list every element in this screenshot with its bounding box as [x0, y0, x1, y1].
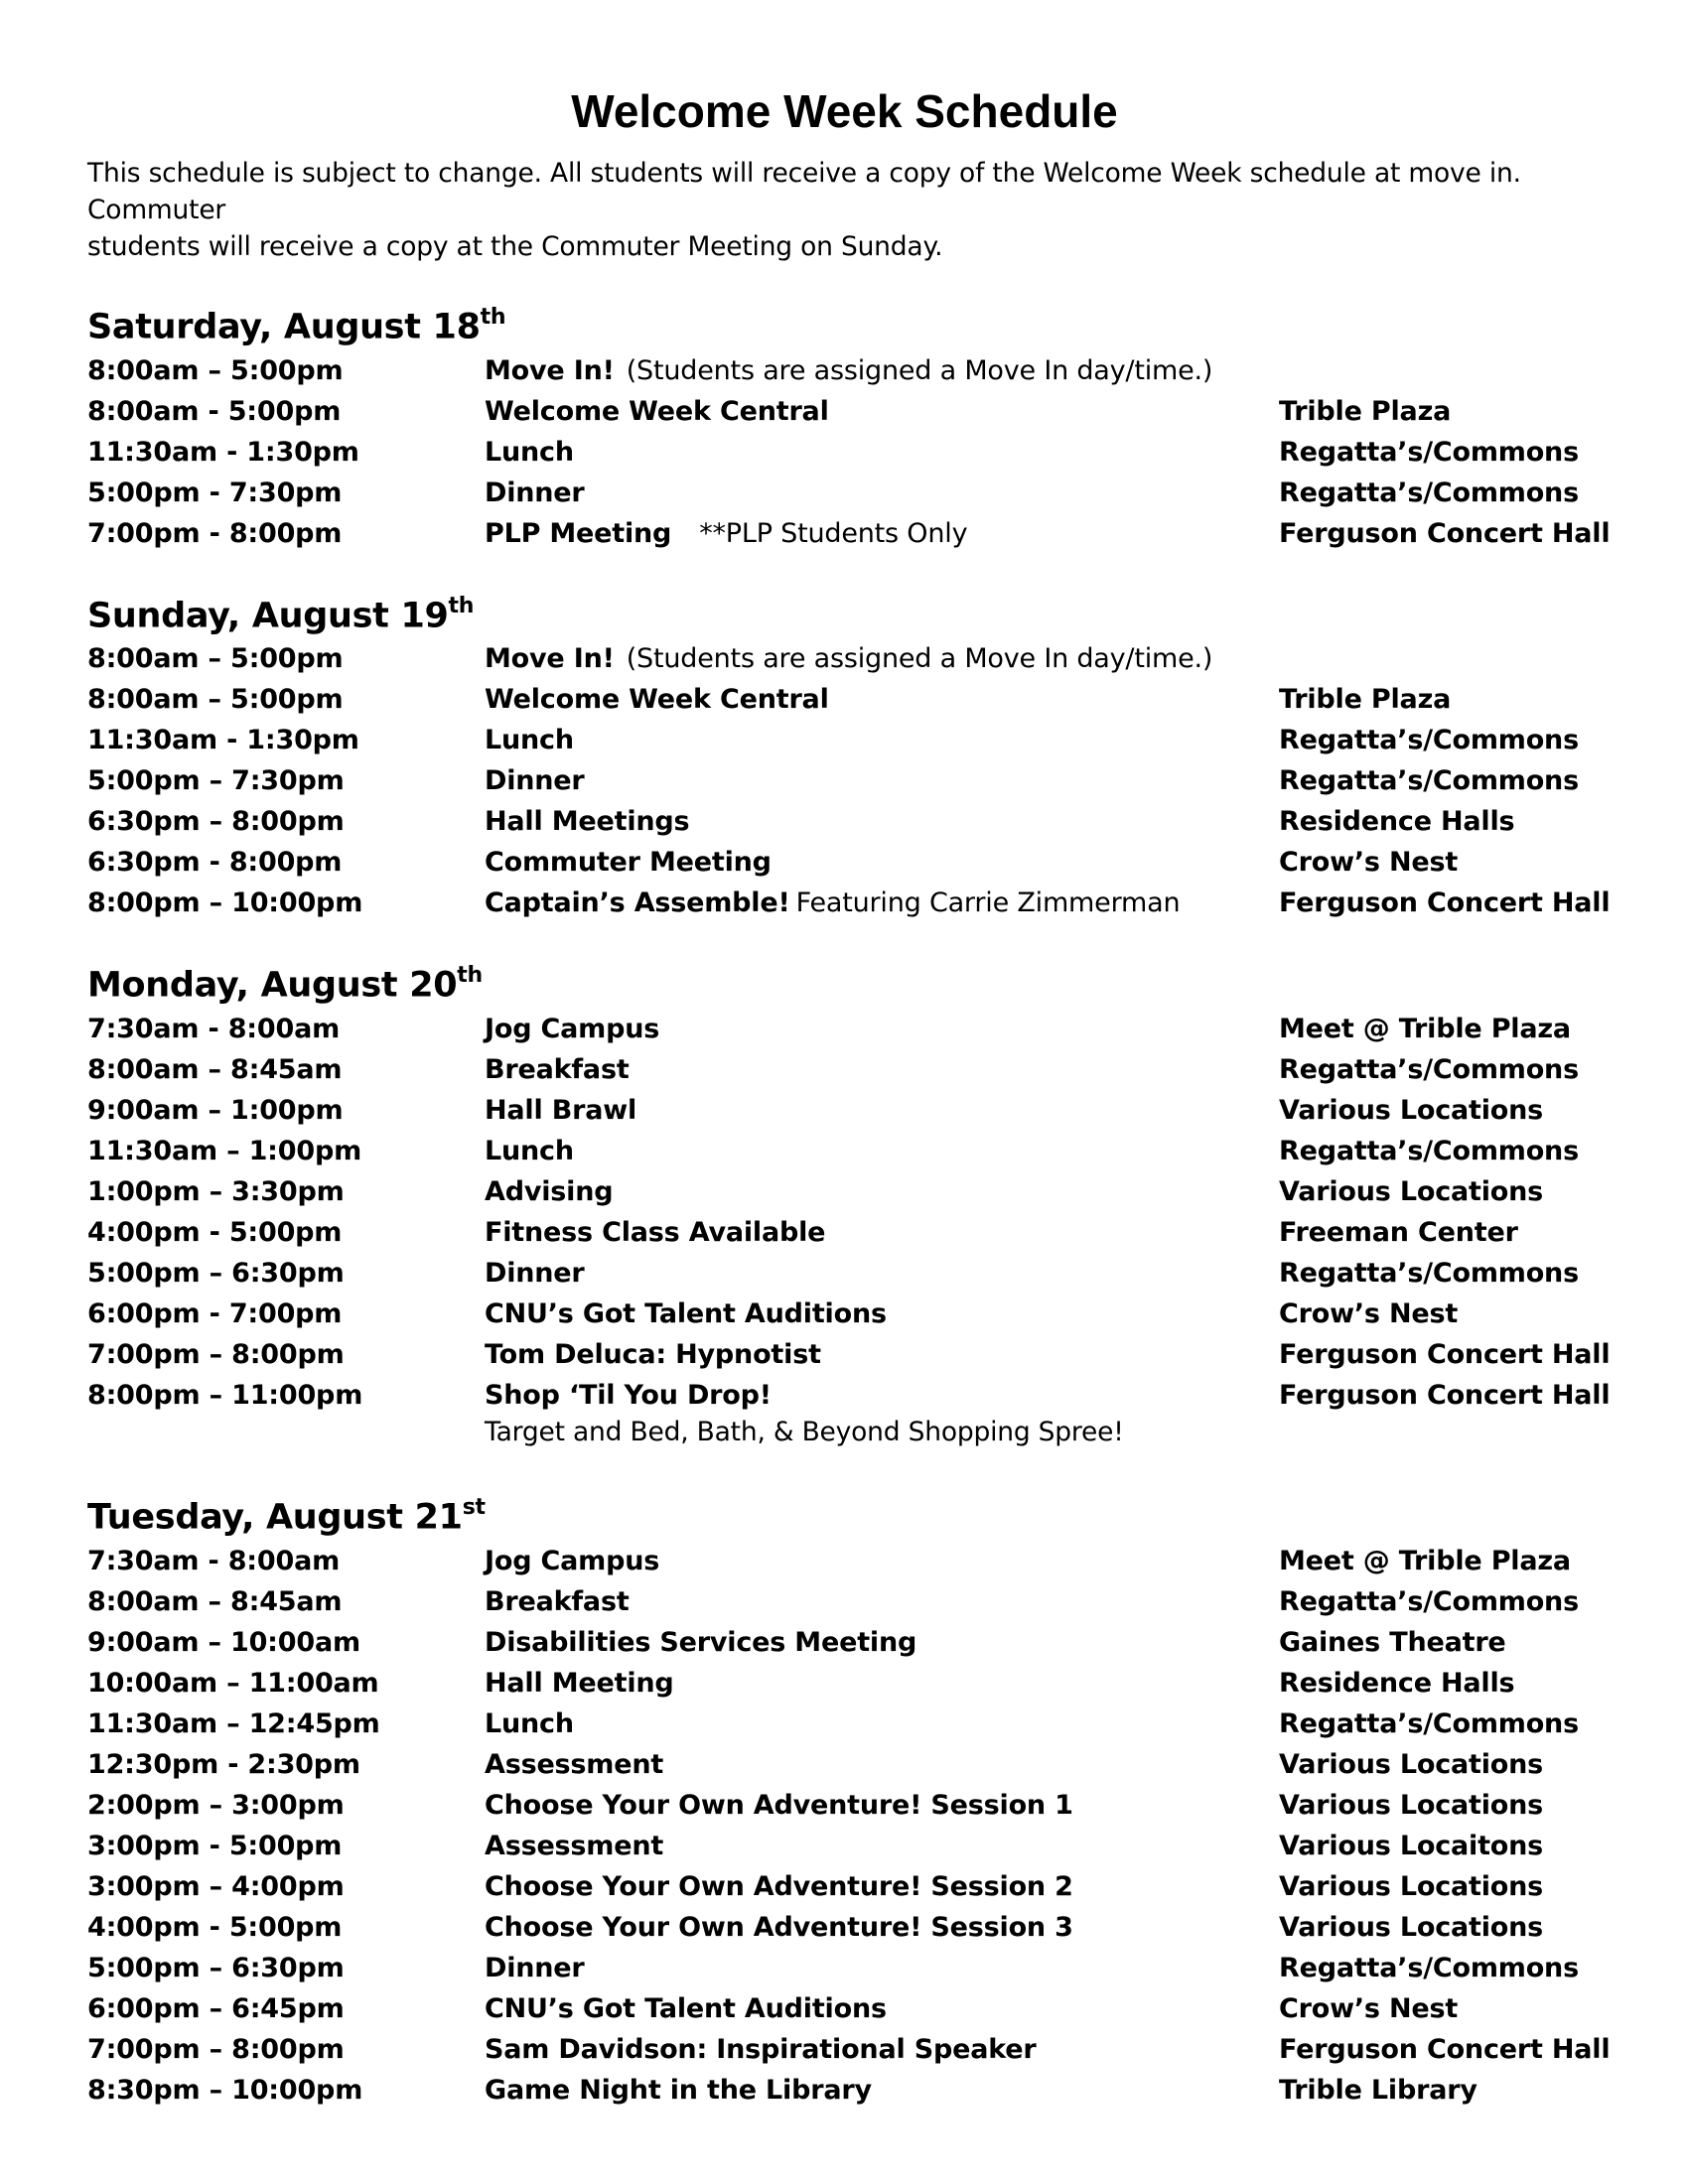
- event-time: 7:00pm – 8:00pm: [87, 2033, 345, 2065]
- event-name: [485, 1948, 585, 1988]
- schedule-row: [87, 1212, 1602, 1253]
- schedule-row: [87, 679, 1602, 720]
- event-name: [485, 1375, 772, 1416]
- day-section: [87, 586, 1611, 924]
- schedule-row: [87, 638, 1602, 679]
- event-time: 10:00am – 11:00am: [87, 1667, 379, 1699]
- schedule-row: [87, 842, 1602, 883]
- event-time: 7:30am - 8:00am: [87, 1545, 341, 1576]
- event-time: 5:00pm – 7:30pm: [87, 765, 345, 797]
- event-title: Jog Campus: [485, 1013, 660, 1044]
- event-time: 7:00pm – 8:00pm: [87, 1338, 345, 1370]
- intro-paragraph: [87, 155, 1602, 265]
- day-heading-text: Saturday, August 18: [87, 307, 481, 347]
- page-title: Welcome Week Schedule: [571, 85, 1118, 137]
- schedule-row: [87, 1294, 1602, 1334]
- event-name: [485, 1541, 659, 1581]
- event-title: Tom Deluca: Hypnotist: [485, 1338, 821, 1370]
- intro-line: This schedule is subject to change. All students will receive a copy of the Welcome Week schedule at move in. Commuter: [87, 158, 1521, 225]
- event-name: [485, 432, 574, 473]
- schedule-row: [87, 1541, 1602, 1581]
- event-time: 12:30pm - 2:30pm: [87, 1748, 360, 1780]
- event-note: (Students are assigned a Move In day/time.): [626, 643, 1213, 675]
- event-location: Ferguson Concert Hall: [1279, 1379, 1611, 1411]
- event-time: 3:00pm – 4:00pm: [87, 1870, 345, 1902]
- schedule-row: [87, 1785, 1602, 1826]
- event-name: [485, 638, 1212, 679]
- event-time: 8:00am – 8:45am: [87, 1585, 343, 1617]
- event-title: CNU’s Got Talent Auditions: [485, 1992, 887, 2024]
- schedule-row: [87, 1049, 1602, 1090]
- schedule-row: [87, 2029, 1611, 2070]
- event-name: [485, 2029, 1036, 2070]
- event-location: Ferguson Concert Hall: [1279, 887, 1611, 919]
- schedule-row: [87, 1948, 1602, 1988]
- event-time: 9:00am – 10:00am: [87, 1626, 360, 1658]
- event-time: 9:00am – 1:00pm: [87, 1094, 344, 1126]
- event-time: 8:00pm – 11:00pm: [87, 1379, 363, 1411]
- event-title: Dinner: [485, 1257, 585, 1289]
- event-location: Residence Halls: [1279, 806, 1515, 838]
- day-heading-text: Sunday, August 19: [87, 596, 449, 636]
- schedule-row: [87, 513, 1611, 554]
- event-title: Assessment: [485, 1830, 664, 1861]
- event-name: [485, 1785, 1073, 1826]
- day-heading: [87, 297, 1602, 350]
- event-name: [485, 720, 574, 760]
- schedule-row: [87, 391, 1602, 432]
- event-location: Various Locations: [1279, 1911, 1544, 1943]
- event-name: [485, 1131, 574, 1171]
- event-name: [485, 473, 585, 513]
- event-title: Move In!: [485, 354, 615, 386]
- schedule-row: [87, 1253, 1602, 1294]
- event-title: Dinner: [485, 477, 585, 508]
- event-title: Welcome Week Central: [485, 684, 829, 716]
- day-heading-suffix: th: [448, 593, 475, 618]
- event-time: 11:30am – 12:45pm: [87, 1707, 380, 1739]
- event-name: [485, 1988, 887, 2029]
- event-title: Breakfast: [485, 1585, 630, 1617]
- schedule-page: [87, 0, 1611, 2111]
- schedule-row: [87, 2070, 1602, 2111]
- event-location: Trible Library: [1279, 2074, 1477, 2106]
- schedule-row: [87, 801, 1602, 842]
- schedule-row: [87, 883, 1611, 923]
- event-name: [485, 1622, 916, 1663]
- event-title: Hall Brawl: [485, 1094, 637, 1126]
- event-time: 8:00am – 5:00pm: [87, 354, 344, 386]
- event-title: Lunch: [485, 436, 574, 468]
- event-name: [485, 1171, 613, 1212]
- event-name: [485, 1744, 663, 1785]
- day-section: [87, 955, 1611, 1455]
- event-time: 7:30am - 8:00am: [87, 1013, 341, 1044]
- event-location: Regatta’s/Commons: [1279, 765, 1579, 797]
- event-name: [485, 1334, 821, 1375]
- event-location: Trible Plaza: [1279, 684, 1452, 716]
- event-location: Regatta’s/Commons: [1279, 1135, 1579, 1166]
- event-location: Crow’s Nest: [1279, 847, 1459, 879]
- event-time: 6:30pm - 8:00pm: [87, 847, 343, 879]
- event-title: Sam Davidson: Inspirational Speaker: [485, 2033, 1037, 2065]
- event-location: Regatta’s/Commons: [1279, 725, 1579, 756]
- event-time: 8:00am - 5:00pm: [87, 395, 342, 427]
- event-location: Regatta’s/Commons: [1279, 1053, 1579, 1085]
- schedule-row: [87, 1988, 1602, 2029]
- event-name: [485, 1581, 630, 1622]
- day-heading-text: Monday, August 20: [87, 965, 458, 1006]
- event-name: [485, 1663, 674, 1704]
- event-time: 4:00pm - 5:00pm: [87, 1911, 343, 1943]
- event-title: Choose Your Own Adventure! Session 1: [485, 1789, 1073, 1821]
- event-time: 11:30am - 1:30pm: [87, 436, 359, 468]
- event-name: [485, 513, 967, 554]
- day-heading-suffix: st: [462, 1494, 486, 1520]
- schedule-row: [87, 1090, 1602, 1131]
- event-note: Featuring Carrie Zimmerman: [795, 887, 1181, 919]
- event-name: [485, 1212, 825, 1253]
- event-location: Ferguson Concert Hall: [1279, 1338, 1611, 1370]
- event-subnote: Target and Bed, Bath, & Beyond Shopping Spree!: [485, 1416, 1124, 1447]
- event-name: [485, 842, 772, 883]
- schedule-row: [87, 760, 1602, 801]
- event-location: Regatta’s/Commons: [1279, 1707, 1579, 1739]
- event-time: 11:30am - 1:30pm: [87, 725, 359, 756]
- event-title: Lunch: [485, 725, 574, 756]
- event-location: Regatta’s/Commons: [1279, 1952, 1579, 1983]
- event-location: Various Locations: [1279, 1748, 1544, 1780]
- day-heading: [87, 1487, 1602, 1541]
- event-name: [485, 350, 1212, 391]
- event-location: Ferguson Concert Hall: [1279, 2033, 1611, 2065]
- event-time: 8:00pm – 10:00pm: [87, 887, 363, 919]
- intro-line: students will receive a copy at the Commuter Meeting on Sunday.: [87, 231, 943, 262]
- schedule-row: [87, 1704, 1602, 1744]
- event-location: Various Locations: [1279, 1789, 1544, 1821]
- event-name: [485, 760, 585, 801]
- event-location: Crow’s Nest: [1279, 1297, 1459, 1329]
- event-name: [485, 1907, 1073, 1948]
- schedule-row: [87, 1375, 1611, 1416]
- day-section: [87, 1487, 1611, 2111]
- event-title: Game Night in the Library: [485, 2074, 872, 2106]
- event-name: [485, 1009, 659, 1049]
- event-title: Fitness Class Available: [485, 1216, 826, 1248]
- event-name: [485, 679, 829, 720]
- event-title: Hall Meetings: [485, 806, 690, 838]
- event-time: 8:00am – 8:45am: [87, 1053, 343, 1085]
- event-name: [485, 1826, 663, 1866]
- event-name: [485, 1090, 636, 1131]
- event-location: Various Locations: [1279, 1870, 1544, 1902]
- event-note: (Students are assigned a Move In day/time.): [626, 354, 1213, 386]
- event-location: Ferguson Concert Hall: [1279, 517, 1611, 549]
- schedule-row: [87, 720, 1602, 760]
- day-heading-suffix: th: [457, 963, 483, 989]
- event-title: Jog Campus: [485, 1545, 660, 1576]
- event-name: [485, 1294, 887, 1334]
- event-time: 6:00pm – 6:45pm: [87, 1992, 345, 2024]
- event-title: Hall Meeting: [485, 1667, 674, 1699]
- schedule-row: [87, 1334, 1611, 1375]
- schedule-row: [87, 473, 1602, 513]
- day-heading: [87, 955, 1602, 1009]
- schedule-row: [87, 432, 1602, 473]
- event-name: [485, 1253, 585, 1294]
- event-title: Move In!: [485, 643, 615, 675]
- event-title: Shop ‘Til You Drop!: [485, 1379, 772, 1411]
- event-time: 8:00am – 5:00pm: [87, 643, 344, 675]
- event-title: Choose Your Own Adventure! Session 3: [485, 1911, 1073, 1943]
- schedule-row: [87, 350, 1602, 391]
- schedule-row: [87, 1622, 1602, 1663]
- schedule-row: [87, 1581, 1602, 1622]
- schedule-row: [87, 1744, 1602, 1785]
- event-note: **PLP Students Only: [699, 517, 968, 549]
- event-title: CNU’s Got Talent Auditions: [485, 1297, 887, 1329]
- day-heading-text: Tuesday, August 21: [87, 1497, 463, 1538]
- event-location: Meet @ Trible Plaza: [1279, 1545, 1571, 1576]
- event-time: 5:00pm – 6:30pm: [87, 1952, 345, 1983]
- day-section: [87, 297, 1611, 554]
- schedule-row: [87, 1907, 1602, 1948]
- event-time: 1:00pm – 3:30pm: [87, 1175, 345, 1207]
- day-heading-suffix: th: [480, 305, 506, 330]
- event-title: Captain’s Assemble!: [485, 887, 790, 919]
- event-time: 5:00pm – 6:30pm: [87, 1257, 345, 1289]
- event-location: Residence Halls: [1279, 1667, 1515, 1699]
- schedule-row: [87, 1663, 1602, 1704]
- event-name: [485, 1704, 574, 1744]
- event-location: Regatta’s/Commons: [1279, 477, 1579, 508]
- event-title: Dinner: [485, 765, 585, 797]
- event-location: Various Locations: [1279, 1094, 1544, 1126]
- event-title: Advising: [485, 1175, 614, 1207]
- event-time: 3:00pm - 5:00pm: [87, 1830, 343, 1861]
- event-location: Meet @ Trible Plaza: [1279, 1013, 1571, 1044]
- event-title: Breakfast: [485, 1053, 630, 1085]
- event-title: PLP Meeting: [485, 517, 672, 549]
- event-name: [485, 883, 1180, 923]
- schedule-row: [87, 1826, 1602, 1866]
- event-time: 4:00pm - 5:00pm: [87, 1216, 343, 1248]
- schedule-row: [87, 1866, 1602, 1907]
- event-time: 6:30pm – 8:00pm: [87, 806, 345, 838]
- event-title: Commuter Meeting: [485, 847, 772, 879]
- event-time: 2:00pm – 3:00pm: [87, 1789, 345, 1821]
- event-time: 7:00pm - 8:00pm: [87, 517, 343, 549]
- event-location: Regatta’s/Commons: [1279, 1257, 1579, 1289]
- schedule-days: [87, 297, 1611, 2111]
- schedule-row: [87, 1009, 1602, 1049]
- event-time: 8:30pm – 10:00pm: [87, 2074, 363, 2106]
- event-location: Gaines Theatre: [1279, 1626, 1506, 1658]
- event-location: Various Locaitons: [1279, 1830, 1544, 1861]
- event-time: 6:00pm - 7:00pm: [87, 1297, 343, 1329]
- event-name: [485, 801, 689, 842]
- event-title: Assessment: [485, 1748, 664, 1780]
- schedule-row: [87, 1171, 1602, 1212]
- event-title: Lunch: [485, 1707, 574, 1739]
- day-heading: [87, 586, 1602, 639]
- event-title: Disabilities Services Meeting: [485, 1626, 917, 1658]
- event-name: [485, 391, 829, 432]
- event-location: Crow’s Nest: [1279, 1992, 1459, 2024]
- event-location: Trible Plaza: [1279, 395, 1452, 427]
- event-location: Freeman Center: [1279, 1216, 1518, 1248]
- event-name: [485, 1049, 630, 1090]
- event-location: Various Locations: [1279, 1175, 1544, 1207]
- event-time: 8:00am – 5:00pm: [87, 684, 344, 716]
- event-time: 5:00pm - 7:30pm: [87, 477, 343, 508]
- event-name: [485, 1866, 1073, 1907]
- event-location: Regatta’s/Commons: [1279, 1585, 1579, 1617]
- event-title: Dinner: [485, 1952, 585, 1983]
- event-title: Lunch: [485, 1135, 574, 1166]
- event-time: 11:30am – 1:00pm: [87, 1135, 362, 1166]
- schedule-row: [87, 1131, 1602, 1171]
- event-title: Welcome Week Central: [485, 395, 829, 427]
- event-location: Regatta’s/Commons: [1279, 436, 1579, 468]
- event-title: Choose Your Own Adventure! Session 2: [485, 1870, 1073, 1902]
- event-name: [485, 2070, 872, 2111]
